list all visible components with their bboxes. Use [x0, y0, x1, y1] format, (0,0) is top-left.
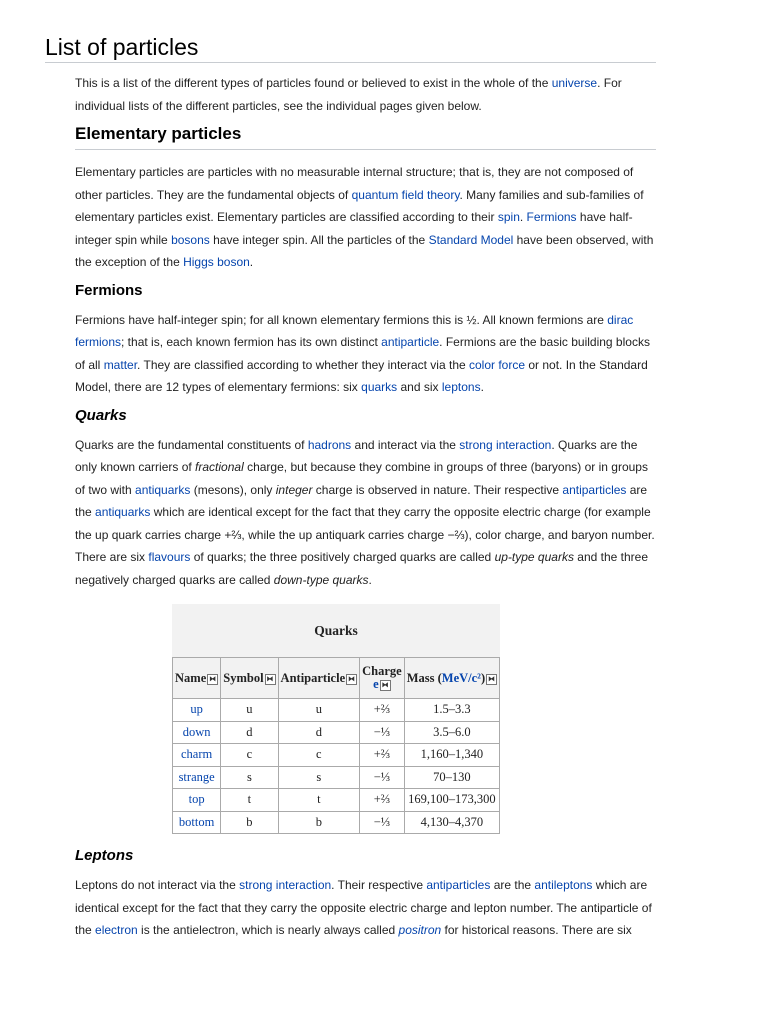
link-antileptons[interactable]: antileptons: [534, 878, 593, 892]
link-strong-interaction[interactable]: strong interaction: [239, 878, 332, 892]
column-header-name[interactable]: [173, 658, 221, 699]
cell-symbol: s: [221, 766, 278, 789]
text: .: [368, 572, 372, 587]
elementary-paragraph: [75, 161, 656, 274]
link-strong-interaction[interactable]: strong interaction: [459, 437, 552, 452]
cell-antiparticle: t: [278, 789, 360, 812]
link-antiparticle[interactable]: antiparticle: [381, 335, 440, 349]
link-quark-name[interactable]: strange: [178, 769, 215, 784]
cell-mass: 1.5–3.3: [404, 699, 499, 722]
text: charge is observed in nature. Their respective: [312, 482, 563, 497]
table-row: [173, 721, 500, 744]
heading-fermions: Fermions: [75, 281, 143, 299]
link-leptons[interactable]: leptons: [441, 380, 481, 394]
sort-icon[interactable]: ⧓: [348, 674, 356, 683]
cell-charge: −⅓: [360, 766, 405, 789]
cell-mass: 3.5–6.0: [404, 721, 499, 744]
text: have been observed, with the exception of the: [75, 232, 654, 269]
cell-name: [173, 699, 221, 722]
sort-icon[interactable]: ⧓: [266, 674, 274, 683]
cell-name: [173, 721, 221, 744]
link-positron[interactable]: positron: [398, 923, 442, 937]
cell-antiparticle: s: [278, 766, 360, 789]
column-header-charge[interactable]: [360, 658, 405, 699]
table-row: [173, 766, 500, 789]
heading-elementary-particles: Elementary particles: [75, 121, 656, 150]
cell-charge: +⅔: [360, 744, 405, 767]
text: (mesons), only: [190, 482, 276, 497]
link-quantum-field-theory[interactable]: quantum field theory: [351, 187, 460, 202]
cell-name: [173, 744, 221, 767]
leptons-paragraph: [75, 874, 656, 942]
header-label: Name: [175, 670, 207, 685]
link-bosons[interactable]: bosons: [171, 232, 210, 247]
text: Leptons do not interact via the: [75, 878, 240, 892]
column-header-antiparticle[interactable]: [278, 658, 360, 699]
text: . They are classified according to whether they interact via the: [137, 357, 469, 372]
cell-symbol: u: [221, 699, 278, 722]
text: which are identical except for the fact that they carry the opposite electric charge and lepton number. The antiparticle of the: [75, 878, 652, 937]
column-header-symbol[interactable]: [221, 658, 278, 699]
link-dirac-fermions[interactable]: dirac fermions: [75, 312, 634, 349]
italic-text: up-type quarks: [494, 550, 574, 564]
cell-charge: −⅓: [360, 721, 405, 744]
heading-quarks: Quarks: [75, 406, 127, 424]
text: of quarks; the three positively charged quarks are called: [190, 550, 495, 564]
link-matter[interactable]: matter: [103, 357, 138, 372]
text: . For individual lists of the different particles, see the individual pages given below.: [75, 76, 622, 113]
text: or not. In the Standard Model, there are 12 types of elementary fermions: six: [75, 357, 648, 394]
link-standard-model[interactable]: Standard Model: [428, 232, 514, 247]
cell-antiparticle: c: [278, 744, 360, 767]
sort-icon[interactable]: ⧓: [209, 674, 217, 683]
table-row: [173, 789, 500, 812]
header-label: ): [480, 670, 486, 685]
text: Fermions have half-integer spin; for all known elementary fermions this is ½. All known fermions are: [75, 312, 608, 327]
heading-leptons: Leptons: [75, 847, 134, 864]
table-row: [173, 811, 500, 834]
cell-symbol: t: [221, 789, 278, 812]
cell-charge: +⅔: [360, 789, 405, 812]
cell-charge: +⅔: [360, 699, 405, 722]
link-quark-name[interactable]: up: [190, 702, 203, 717]
link-mev[interactable]: MeV/c²: [441, 670, 481, 685]
quarks-table: [172, 604, 500, 834]
link-flavours[interactable]: flavours: [148, 550, 191, 564]
link-antiparticles[interactable]: antiparticles: [562, 482, 627, 497]
link-electron[interactable]: electron: [95, 923, 138, 937]
cell-symbol: d: [221, 721, 278, 744]
text: have integer spin. All the particles of the: [209, 232, 429, 247]
text: .: [249, 255, 254, 269]
cell-name: [173, 766, 221, 789]
text: and the three negatively charged quarks are called: [75, 550, 649, 587]
quarks-paragraph: [75, 434, 656, 592]
text: Elementary particles are particles with no measurable internal structure; that is, they are not composed of other particles. They are the fundamental objects of: [75, 165, 634, 202]
sort-icon[interactable]: ⧓: [381, 681, 389, 689]
text: which are identical except for the fact that they carry the opposite electric charge (for example the up quark carries charge +⅔, while the up antiquark carries charge −⅔), color charge, and baryon number. There are six: [75, 505, 655, 564]
link-higgs-boson[interactable]: Higgs boson: [183, 255, 250, 269]
text: for historical reasons. There are six: [441, 923, 632, 937]
link-quark-name[interactable]: top: [188, 792, 205, 807]
link-elementary-charge[interactable]: e: [373, 677, 379, 691]
header-label: Mass (: [406, 670, 442, 685]
link-quarks[interactable]: quarks: [361, 380, 398, 394]
table-row: [173, 699, 500, 722]
cell-name: [173, 789, 221, 812]
text: This is a list of the different types of particles found or believed to exist in the whole of the: [75, 76, 552, 90]
text: and interact via the: [351, 437, 460, 452]
column-header-mass[interactable]: [404, 658, 499, 699]
cell-symbol: c: [221, 744, 278, 767]
text: and six: [397, 380, 442, 394]
text: is the antielectron, which is nearly always called: [137, 923, 399, 937]
table-row: [173, 744, 500, 767]
text: charge, but because they combine in groups of three (baryons) or in groups of two with: [75, 460, 648, 497]
cell-charge: −⅓: [360, 811, 405, 834]
link-antiquarks[interactable]: antiquarks: [135, 482, 191, 497]
sort-icon[interactable]: ⧓: [488, 674, 496, 683]
text: ; that is, each known fermion has its own distinct: [121, 335, 382, 349]
text: .: [480, 380, 484, 394]
text: . Fermions are the basic building blocks of all: [75, 335, 650, 372]
text: are the: [490, 878, 535, 892]
link-antiquarks[interactable]: antiquarks: [95, 505, 151, 519]
link-quark-name[interactable]: bottom: [178, 814, 215, 829]
text: . Their respective: [331, 878, 427, 892]
link-color-force[interactable]: color force: [469, 357, 526, 372]
text: .: [519, 210, 527, 224]
italic-text: integer: [275, 482, 313, 497]
cell-antiparticle: b: [278, 811, 360, 834]
italic-text: fractional: [195, 460, 244, 474]
header-label: Symbol: [223, 670, 264, 685]
fermions-paragraph: [75, 309, 656, 399]
cell-mass: 169,100–173,300: [404, 789, 499, 812]
link-antiparticles[interactable]: antiparticles: [426, 878, 491, 892]
link-universe[interactable]: universe: [551, 76, 598, 90]
cell-mass: 4,130–4,370: [404, 811, 499, 834]
text: Quarks are the fundamental constituents of: [75, 437, 308, 452]
article-body: [75, 72, 656, 942]
cell-mass: 70–130: [404, 766, 499, 789]
table-header-row: [173, 658, 500, 699]
link-spin[interactable]: spin: [497, 210, 520, 224]
text: . Many families and sub-families of elementary particles exist. Elementary particles are classified according to their: [75, 187, 644, 224]
intro-paragraph: [75, 72, 656, 117]
cell-symbol: b: [221, 811, 278, 834]
italic-text: down-type quarks: [273, 572, 369, 587]
link-fermions[interactable]: Fermions: [526, 210, 577, 224]
cell-name: [173, 811, 221, 834]
header-label: Antiparticle: [280, 670, 346, 685]
link-hadrons[interactable]: hadrons: [307, 437, 352, 452]
link-quark-name[interactable]: charm: [181, 747, 213, 762]
table-caption: Quarks: [172, 604, 500, 657]
page-title: List of particles: [45, 32, 656, 63]
text: . Quarks are the only known carriers of: [75, 437, 638, 474]
header-label: Charge: [362, 664, 402, 678]
cell-mass: 1,160–1,340: [404, 744, 499, 767]
link-quark-name[interactable]: down: [182, 724, 211, 739]
text: have half-integer spin while: [75, 210, 633, 247]
cell-antiparticle: d: [278, 721, 360, 744]
cell-antiparticle: u: [278, 699, 360, 722]
text: are the: [75, 482, 648, 519]
